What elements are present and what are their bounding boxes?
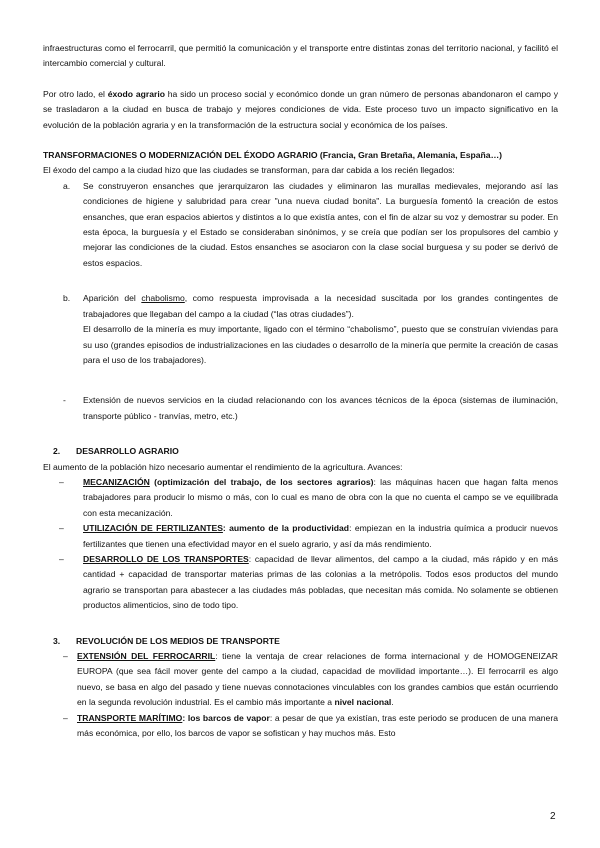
ferrocarril-label: EXTENSIÓN DEL FERROCARRIL [77, 651, 216, 661]
list-marker-b: b. [63, 293, 71, 304]
fertilizantes-label-extra: : aumento de la productividad [222, 523, 350, 534]
nivel-nacional-bold: nivel nacional [334, 697, 392, 708]
list-item-b [43, 291, 558, 368]
maritimo-text [77, 711, 558, 742]
section3-heading [43, 634, 558, 649]
intro-p2-end: ha sido un proceso social y económico donde un gran número de personas abandonaron el campo y se trasladaron a la ciudad en busca de trabajo y mejores condiciones de vida. Este proceso tuvo un impacto significativo en la evolución de la población agraria y en la transformación de la estructura social y económica de los países. [43, 88, 558, 130]
transportes-label: DESARROLLO DE LOS TRANSPORTES [83, 553, 249, 564]
section2-item-mecanizacion [43, 475, 558, 521]
fertilizantes-label: UTILIZACIÓN DE FERTILIZANTES [83, 523, 223, 534]
list-item-b-end: , como respuesta improvisada a la necesidad suscitada por los grandes contingentes de trabajadores que llegaban del campo a la ciudad (“las otras ciudades”). [83, 293, 558, 319]
page-content [43, 41, 558, 741]
section1-title-text: TRANSFORMACIONES O MODERNIZACIÓN DEL ÉXODO AGRARIO (Francia, Gran Bretaña, Alemania, España…) [43, 150, 503, 161]
ferrocarril-end: . [391, 697, 394, 708]
dash-marker: – [63, 712, 68, 723]
section3-number: 3. [53, 635, 61, 646]
dash-marker: – [59, 553, 64, 564]
intro-p2-bold: éxodo agrario [107, 88, 165, 99]
list-item-b-start: Aparición del [83, 293, 142, 304]
section2-title: DESARROLLO AGRARIO [76, 446, 179, 457]
chabolismo-term: chabolismo [141, 293, 185, 304]
maritimo-label-extra: : los barcos de vapor [182, 712, 270, 723]
list-item-a [43, 179, 558, 271]
list-item-a-text: Se construyeron ensanches que jerarquizaron las ciudades y eliminaron las murallas medievales, mejorando así las condiciones de higiene y salubridad para crear "una nueva ciudad bonita". La burguesía fomentó la creación de estos ensanches, que eran espacios abiertos y distintos a lo que existía antes, con el fin de alzar su voz y demostrar su poder. En esta época, la burguesía y el Estado se consideraban sinónimos, y se creía que podían ser los propulsores del cambio y mejorar las condiciones de la ciudad. Estos ensanches se asociaron con la clase social burguesa y su poder se derivó de estos espacios. [83, 180, 558, 268]
dash-marker: – [59, 523, 64, 534]
intro-paragraph-2 [43, 87, 558, 133]
intro-p2-start: Por otro lado, el [43, 88, 108, 99]
dash-marker: – [63, 651, 68, 661]
section2-lead: El aumento de la población hizo necesario aumentar el rendimiento de la agricultura. Avances: [43, 461, 403, 472]
section3-item-ferrocarril [43, 649, 558, 711]
mecanizacion-label-extra: (optimización del trabajo, de los sectores agrarios) [149, 476, 374, 487]
section1-title [43, 148, 558, 163]
list-item-b-text-2: El desarrollo de la minería es muy importante, ligado con el término “chabolismo”, puesto que se construían viviendas para su uso (grandes episodios de industrializaciones en las ciudades o desarrollo de la minería que permite la creación de casas para el uso de los trabajadores). [83, 324, 558, 365]
page-number: 2 [550, 811, 556, 822]
ferrocarril-text [77, 649, 558, 711]
transportes-body: : capacidad de llevar alimentos, del campo a la ciudad, más rápido y en más cantidad + capacidad de transportar materias primas de las colonias a la metrópolis. Todos esos productos del mundo agrario se transportan para abastecer a las ciudades más pobladas, que necesitan más comida. No solamente se obtienen productos alimenticios, sino de todo tipo. [83, 553, 558, 611]
section2-number: 2. [53, 446, 61, 457]
list-marker-dash: - [63, 395, 66, 406]
maritimo-label: TRANSPORTE MARÍTIMO [77, 712, 183, 723]
fertilizantes-body: : empiezan en la industria química a producir nuevos fertilizantes que tienen una efectividad mayor en el suelo agrario, y así da más rendimiento. [83, 523, 558, 549]
intro-paragraph-1: infraestructuras como el ferrocarril, que permitió la comunicación y el transporte entre distintas zonas del territorio nacional, y facilitó el intercambio comercial y cultural. [43, 43, 558, 69]
section2-heading [43, 444, 558, 459]
section2-item-fertilizantes [43, 521, 558, 552]
section3-item-maritimo [43, 711, 558, 742]
ferrocarril-body: : tiene la ventaja de crear relaciones de forma internacional y de HOMOGENEIZAR EUROPA (que sea fácil mover gente del campo a la ciudad, capacidad de movilidad importante…). El ferrocarril es algo nuevo, se basa en algo del pasado y tiene nuevas connotaciones vinculables con los grandes cambios que están ocurriendo en la segunda revolución industrial. Es el cambio más importante a [77, 651, 558, 708]
section2-item-transportes [43, 552, 558, 614]
fertilizantes-text [83, 521, 558, 552]
mecanizacion-text [83, 475, 558, 521]
list-item-dash-text: Extensión de nuevos servicios en la ciudad relacionando con los avances técnicos de la época (sistemas de iluminación, transporte público - tranvías, metro, etc.) [83, 395, 558, 421]
list-marker-a: a. [63, 180, 71, 191]
mecanizacion-label: MECANIZACIÓN [83, 476, 150, 487]
section3-title: REVOLUCIÓN DE LOS MEDIOS DE TRANSPORTE [76, 635, 280, 646]
section1-lead: El éxodo del campo a la ciudad hizo que las ciudades se transforman, para dar cabida a los recién llegados: [43, 165, 455, 176]
maritimo-body: : a pesar de que ya existían, tras este periodo se producen de una manera más económica, por ello, los barcos de vapor se sofistican y hay muchos más. Esto [77, 712, 558, 739]
transportes-text [83, 552, 558, 614]
list-item-dash [43, 393, 558, 424]
list-item-b-text [83, 291, 558, 322]
mecanizacion-body: : las máquinas hacen que hagan falta menos trabajadores para producir lo mismo o más, con lo cual es mano de obra con la que no cuenta el campo se ve equilibrada con esta mecanización. [83, 476, 558, 518]
dash-marker: – [59, 476, 64, 487]
